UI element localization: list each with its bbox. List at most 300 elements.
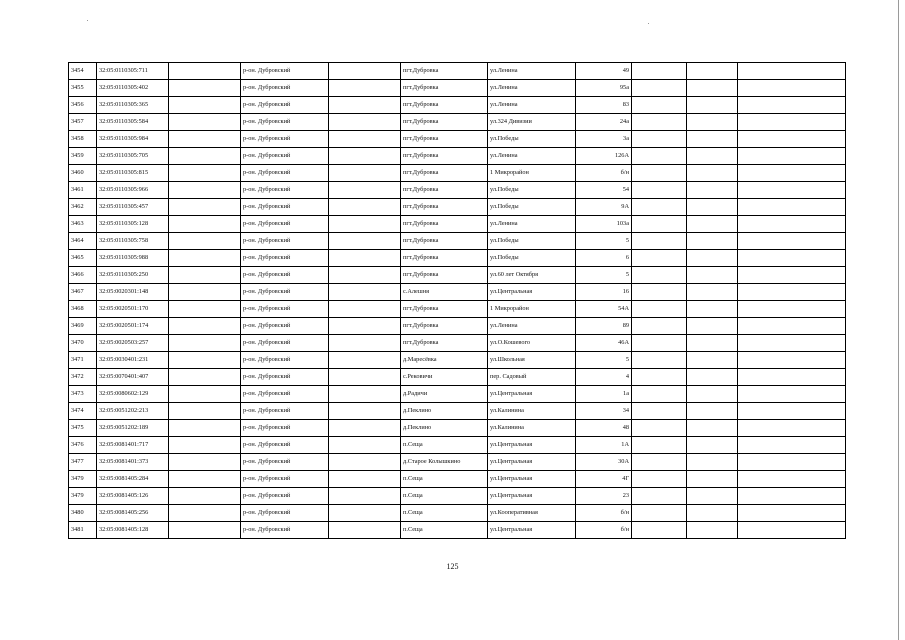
empty-cell: [329, 216, 401, 233]
empty-cell: [329, 386, 401, 403]
scan-speck: [87, 20, 88, 21]
empty-cell: [329, 369, 401, 386]
street-cell: ул.Ленина: [488, 148, 576, 165]
settlement-cell: пгт.Дубровка: [401, 165, 488, 182]
street-cell: ул.Ленина: [488, 63, 576, 80]
house-number-cell: 23: [576, 488, 632, 505]
empty-cell: [632, 182, 687, 199]
row-number-cell: 3475: [69, 420, 97, 437]
house-number-cell: б/н: [576, 505, 632, 522]
empty-cell: [632, 114, 687, 131]
district-cell: р-он. Дубровский: [241, 148, 329, 165]
house-number-cell: 1А: [576, 437, 632, 454]
empty-cell: [632, 199, 687, 216]
empty-cell: [632, 522, 687, 539]
street-cell: ул.Центральная: [488, 454, 576, 471]
district-cell: р-он. Дубровский: [241, 267, 329, 284]
row-number-cell: 3479: [69, 488, 97, 505]
empty-cell: [738, 522, 846, 539]
district-cell: р-он. Дубровский: [241, 284, 329, 301]
empty-cell: [738, 420, 846, 437]
empty-cell: [632, 80, 687, 97]
empty-cell: [169, 148, 241, 165]
settlement-cell: пгт.Дубровка: [401, 335, 488, 352]
empty-cell: [687, 335, 738, 352]
empty-cell: [632, 420, 687, 437]
district-cell: р-он. Дубровский: [241, 114, 329, 131]
table-row: [69, 301, 846, 318]
cadastral-number-cell: 32:05:0110305:966: [97, 182, 169, 199]
scan-edge-line: [898, 0, 899, 640]
settlement-cell: пгт.Дубровка: [401, 216, 488, 233]
table-row: [69, 386, 846, 403]
row-number-cell: 3461: [69, 182, 97, 199]
house-number-cell: 126А: [576, 148, 632, 165]
empty-cell: [329, 522, 401, 539]
row-number-cell: 3481: [69, 522, 97, 539]
cadastral-number-cell: 32:05:0110305:250: [97, 267, 169, 284]
empty-cell: [632, 335, 687, 352]
district-cell: р-он. Дубровский: [241, 403, 329, 420]
settlement-cell: п.Сеща: [401, 471, 488, 488]
cadastral-number-cell: 32:05:0081401:373: [97, 454, 169, 471]
empty-cell: [169, 284, 241, 301]
empty-cell: [687, 301, 738, 318]
empty-cell: [169, 420, 241, 437]
empty-cell: [169, 182, 241, 199]
table-row: [69, 352, 846, 369]
table-row: [69, 335, 846, 352]
row-number-cell: 3472: [69, 369, 97, 386]
district-cell: р-он. Дубровский: [241, 437, 329, 454]
empty-cell: [329, 131, 401, 148]
empty-cell: [738, 97, 846, 114]
empty-cell: [687, 488, 738, 505]
table-row: [69, 80, 846, 97]
street-cell: ул.О.Кошевого: [488, 335, 576, 352]
empty-cell: [687, 199, 738, 216]
table-row: [69, 488, 846, 505]
empty-cell: [738, 182, 846, 199]
house-number-cell: 34: [576, 403, 632, 420]
empty-cell: [687, 318, 738, 335]
empty-cell: [687, 522, 738, 539]
empty-cell: [687, 352, 738, 369]
empty-cell: [632, 267, 687, 284]
empty-cell: [632, 250, 687, 267]
settlement-cell: п.Сеща: [401, 522, 488, 539]
empty-cell: [329, 454, 401, 471]
empty-cell: [329, 199, 401, 216]
street-cell: ул.Кооперативная: [488, 505, 576, 522]
scan-speck: [648, 23, 649, 24]
empty-cell: [687, 386, 738, 403]
settlement-cell: д.Пеклино: [401, 403, 488, 420]
cadastral-number-cell: 32:05:0020501:174: [97, 318, 169, 335]
empty-cell: [632, 386, 687, 403]
row-number-cell: 3465: [69, 250, 97, 267]
table-row: [69, 267, 846, 284]
row-number-cell: 3456: [69, 97, 97, 114]
street-cell: ул.Победы: [488, 199, 576, 216]
settlement-cell: пгт.Дубровка: [401, 63, 488, 80]
empty-cell: [738, 63, 846, 80]
settlement-cell: п.Сеща: [401, 437, 488, 454]
district-cell: р-он. Дубровский: [241, 386, 329, 403]
cadastral-number-cell: 32:05:0110305:984: [97, 131, 169, 148]
empty-cell: [687, 420, 738, 437]
row-number-cell: 3471: [69, 352, 97, 369]
empty-cell: [687, 216, 738, 233]
table-row: [69, 250, 846, 267]
row-number-cell: 3470: [69, 335, 97, 352]
cadastral-number-cell: 32:05:0020301:148: [97, 284, 169, 301]
row-number-cell: 3459: [69, 148, 97, 165]
settlement-cell: пгт.Дубровка: [401, 301, 488, 318]
empty-cell: [329, 403, 401, 420]
empty-cell: [632, 505, 687, 522]
table-row: [69, 403, 846, 420]
house-number-cell: 24а: [576, 114, 632, 131]
empty-cell: [738, 233, 846, 250]
empty-cell: [169, 250, 241, 267]
house-number-cell: 9А: [576, 199, 632, 216]
street-cell: ул.Ленина: [488, 216, 576, 233]
empty-cell: [738, 131, 846, 148]
empty-cell: [738, 386, 846, 403]
street-cell: ул.Калинина: [488, 403, 576, 420]
empty-cell: [329, 114, 401, 131]
row-number-cell: 3473: [69, 386, 97, 403]
empty-cell: [632, 165, 687, 182]
cadastral-number-cell: 32:05:0020501:170: [97, 301, 169, 318]
empty-cell: [329, 488, 401, 505]
row-number-cell: 3469: [69, 318, 97, 335]
street-cell: пер. Садовый: [488, 369, 576, 386]
street-cell: ул.Центральная: [488, 386, 576, 403]
settlement-cell: д.Пеклино: [401, 420, 488, 437]
empty-cell: [738, 369, 846, 386]
empty-cell: [632, 488, 687, 505]
empty-cell: [169, 471, 241, 488]
row-number-cell: 3464: [69, 233, 97, 250]
district-cell: р-он. Дубровский: [241, 522, 329, 539]
settlement-cell: пгт.Дубровка: [401, 114, 488, 131]
settlement-cell: д.Радичи: [401, 386, 488, 403]
street-cell: ул.Школьная: [488, 352, 576, 369]
district-cell: р-он. Дубровский: [241, 301, 329, 318]
empty-cell: [169, 505, 241, 522]
empty-cell: [738, 80, 846, 97]
district-cell: р-он. Дубровский: [241, 471, 329, 488]
table-row: [69, 114, 846, 131]
empty-cell: [169, 165, 241, 182]
empty-cell: [738, 114, 846, 131]
district-cell: р-он. Дубровский: [241, 63, 329, 80]
street-cell: ул.Калинина: [488, 420, 576, 437]
empty-cell: [632, 437, 687, 454]
empty-cell: [329, 352, 401, 369]
house-number-cell: 5: [576, 233, 632, 250]
empty-cell: [738, 301, 846, 318]
empty-cell: [169, 318, 241, 335]
cadastral-number-cell: 32:05:0081405:256: [97, 505, 169, 522]
cadastral-number-cell: 32:05:0110305:402: [97, 80, 169, 97]
empty-cell: [169, 403, 241, 420]
empty-cell: [687, 233, 738, 250]
settlement-cell: пгт.Дубровка: [401, 148, 488, 165]
cadastral-number-cell: 32:05:0110305:365: [97, 97, 169, 114]
empty-cell: [738, 165, 846, 182]
empty-cell: [738, 267, 846, 284]
empty-cell: [687, 80, 738, 97]
empty-cell: [329, 80, 401, 97]
row-number-cell: 3468: [69, 301, 97, 318]
empty-cell: [329, 335, 401, 352]
empty-cell: [687, 131, 738, 148]
settlement-cell: п.Сеща: [401, 505, 488, 522]
empty-cell: [169, 63, 241, 80]
house-number-cell: 5: [576, 352, 632, 369]
row-number-cell: 3457: [69, 114, 97, 131]
table-row: [69, 369, 846, 386]
cadastral-number-cell: 32:05:0070401:407: [97, 369, 169, 386]
row-number-cell: 3476: [69, 437, 97, 454]
empty-cell: [687, 454, 738, 471]
empty-cell: [687, 369, 738, 386]
empty-cell: [329, 301, 401, 318]
empty-cell: [632, 284, 687, 301]
table-row: [69, 284, 846, 301]
page-number: 125: [446, 562, 459, 571]
empty-cell: [169, 301, 241, 318]
empty-cell: [738, 199, 846, 216]
empty-cell: [169, 335, 241, 352]
row-number-cell: 3454: [69, 63, 97, 80]
table-row: [69, 318, 846, 335]
empty-cell: [169, 80, 241, 97]
district-cell: р-он. Дубровский: [241, 505, 329, 522]
street-cell: ул.Победы: [488, 131, 576, 148]
empty-cell: [632, 318, 687, 335]
street-cell: 1 Микрорайон: [488, 165, 576, 182]
empty-cell: [632, 403, 687, 420]
empty-cell: [329, 505, 401, 522]
settlement-cell: пгт.Дубровка: [401, 97, 488, 114]
empty-cell: [687, 148, 738, 165]
street-cell: ул.324 Дивизии: [488, 114, 576, 131]
empty-cell: [738, 250, 846, 267]
street-cell: ул.Победы: [488, 250, 576, 267]
empty-cell: [687, 182, 738, 199]
district-cell: р-он. Дубровский: [241, 420, 329, 437]
empty-cell: [738, 505, 846, 522]
house-number-cell: 4: [576, 369, 632, 386]
property-table: [68, 62, 846, 539]
cadastral-number-cell: 32:05:0110305:128: [97, 216, 169, 233]
district-cell: р-он. Дубровский: [241, 216, 329, 233]
house-number-cell: 3а: [576, 131, 632, 148]
street-cell: ул.Центральная: [488, 284, 576, 301]
empty-cell: [329, 63, 401, 80]
table-row: [69, 505, 846, 522]
street-cell: ул.Центральная: [488, 522, 576, 539]
cadastral-number-cell: 32:05:0110305:758: [97, 233, 169, 250]
street-cell: ул.Центральная: [488, 488, 576, 505]
settlement-cell: пгт.Дубровка: [401, 80, 488, 97]
settlement-cell: пгт.Дубровка: [401, 199, 488, 216]
empty-cell: [687, 97, 738, 114]
empty-cell: [738, 403, 846, 420]
street-cell: ул.Победы: [488, 233, 576, 250]
empty-cell: [687, 403, 738, 420]
cadastral-number-cell: 32:05:0110305:711: [97, 63, 169, 80]
district-cell: р-он. Дубровский: [241, 250, 329, 267]
row-number-cell: 3467: [69, 284, 97, 301]
table-row: [69, 165, 846, 182]
empty-cell: [738, 216, 846, 233]
row-number-cell: 3474: [69, 403, 97, 420]
district-cell: р-он. Дубровский: [241, 233, 329, 250]
empty-cell: [169, 131, 241, 148]
empty-cell: [169, 352, 241, 369]
street-cell: ул.Центральная: [488, 437, 576, 454]
cadastral-number-cell: 32:05:0030401:231: [97, 352, 169, 369]
empty-cell: [738, 352, 846, 369]
empty-cell: [329, 318, 401, 335]
table-row: [69, 148, 846, 165]
empty-cell: [632, 216, 687, 233]
district-cell: р-он. Дубровский: [241, 369, 329, 386]
street-cell: ул.Ленина: [488, 318, 576, 335]
table-row: [69, 420, 846, 437]
empty-cell: [169, 386, 241, 403]
settlement-cell: с.Алешня: [401, 284, 488, 301]
empty-cell: [329, 267, 401, 284]
empty-cell: [169, 454, 241, 471]
empty-cell: [169, 522, 241, 539]
district-cell: р-он. Дубровский: [241, 97, 329, 114]
house-number-cell: 4Г: [576, 471, 632, 488]
empty-cell: [169, 199, 241, 216]
empty-cell: [687, 284, 738, 301]
empty-cell: [738, 437, 846, 454]
house-number-cell: 83: [576, 97, 632, 114]
empty-cell: [632, 454, 687, 471]
cadastral-number-cell: 32:05:0080602:129: [97, 386, 169, 403]
empty-cell: [329, 250, 401, 267]
empty-cell: [632, 369, 687, 386]
cadastral-number-cell: 32:05:0081405:126: [97, 488, 169, 505]
table-row: [69, 522, 846, 539]
row-number-cell: 3462: [69, 199, 97, 216]
table-row: [69, 63, 846, 80]
empty-cell: [169, 97, 241, 114]
table-row: [69, 233, 846, 250]
empty-cell: [738, 284, 846, 301]
house-number-cell: 5: [576, 267, 632, 284]
settlement-cell: пгт.Дубровка: [401, 233, 488, 250]
empty-cell: [169, 437, 241, 454]
table-row: [69, 216, 846, 233]
empty-cell: [687, 250, 738, 267]
house-number-cell: 54А: [576, 301, 632, 318]
house-number-cell: 16: [576, 284, 632, 301]
cadastral-number-cell: 32:05:0110305:457: [97, 199, 169, 216]
row-number-cell: 3458: [69, 131, 97, 148]
street-cell: ул.60 лет Октября: [488, 267, 576, 284]
empty-cell: [329, 471, 401, 488]
table-row: [69, 199, 846, 216]
cadastral-number-cell: 32:05:0110305:988: [97, 250, 169, 267]
settlement-cell: д.Маресёвка: [401, 352, 488, 369]
cadastral-number-cell: 32:05:0110305:815: [97, 165, 169, 182]
table-row: [69, 182, 846, 199]
empty-cell: [687, 505, 738, 522]
district-cell: р-он. Дубровский: [241, 182, 329, 199]
table-row: [69, 471, 846, 488]
empty-cell: [687, 437, 738, 454]
row-number-cell: 3477: [69, 454, 97, 471]
cadastral-number-cell: 32:05:0051202:189: [97, 420, 169, 437]
district-cell: р-он. Дубровский: [241, 165, 329, 182]
empty-cell: [738, 148, 846, 165]
row-number-cell: 3455: [69, 80, 97, 97]
district-cell: р-он. Дубровский: [241, 352, 329, 369]
house-number-cell: 30А: [576, 454, 632, 471]
street-cell: ул.Ленина: [488, 97, 576, 114]
district-cell: р-он. Дубровский: [241, 80, 329, 97]
settlement-cell: пгт.Дубровка: [401, 250, 488, 267]
empty-cell: [687, 63, 738, 80]
cadastral-number-cell: 32:05:0081401:717: [97, 437, 169, 454]
district-cell: р-он. Дубровский: [241, 335, 329, 352]
empty-cell: [169, 267, 241, 284]
empty-cell: [738, 335, 846, 352]
empty-cell: [329, 97, 401, 114]
house-number-cell: 6: [576, 250, 632, 267]
district-cell: р-он. Дубровский: [241, 131, 329, 148]
empty-cell: [738, 471, 846, 488]
empty-cell: [632, 97, 687, 114]
street-cell: 1 Микрорайон: [488, 301, 576, 318]
table-row: [69, 454, 846, 471]
empty-cell: [632, 471, 687, 488]
street-cell: ул.Центральная: [488, 471, 576, 488]
house-number-cell: 89: [576, 318, 632, 335]
empty-cell: [329, 420, 401, 437]
empty-cell: [329, 182, 401, 199]
row-number-cell: 3480: [69, 505, 97, 522]
cadastral-number-cell: 32:05:0081405:128: [97, 522, 169, 539]
settlement-cell: пгт.Дубровка: [401, 182, 488, 199]
house-number-cell: 103а: [576, 216, 632, 233]
district-cell: р-он. Дубровский: [241, 318, 329, 335]
cadastral-number-cell: 32:05:0020503:257: [97, 335, 169, 352]
empty-cell: [632, 131, 687, 148]
empty-cell: [169, 114, 241, 131]
cadastral-number-cell: 32:05:0051202:213: [97, 403, 169, 420]
empty-cell: [169, 233, 241, 250]
empty-cell: [329, 233, 401, 250]
empty-cell: [687, 165, 738, 182]
empty-cell: [738, 488, 846, 505]
house-number-cell: б/н: [576, 522, 632, 539]
empty-cell: [632, 63, 687, 80]
row-number-cell: 3463: [69, 216, 97, 233]
street-cell: ул.Ленина: [488, 80, 576, 97]
house-number-cell: 54: [576, 182, 632, 199]
